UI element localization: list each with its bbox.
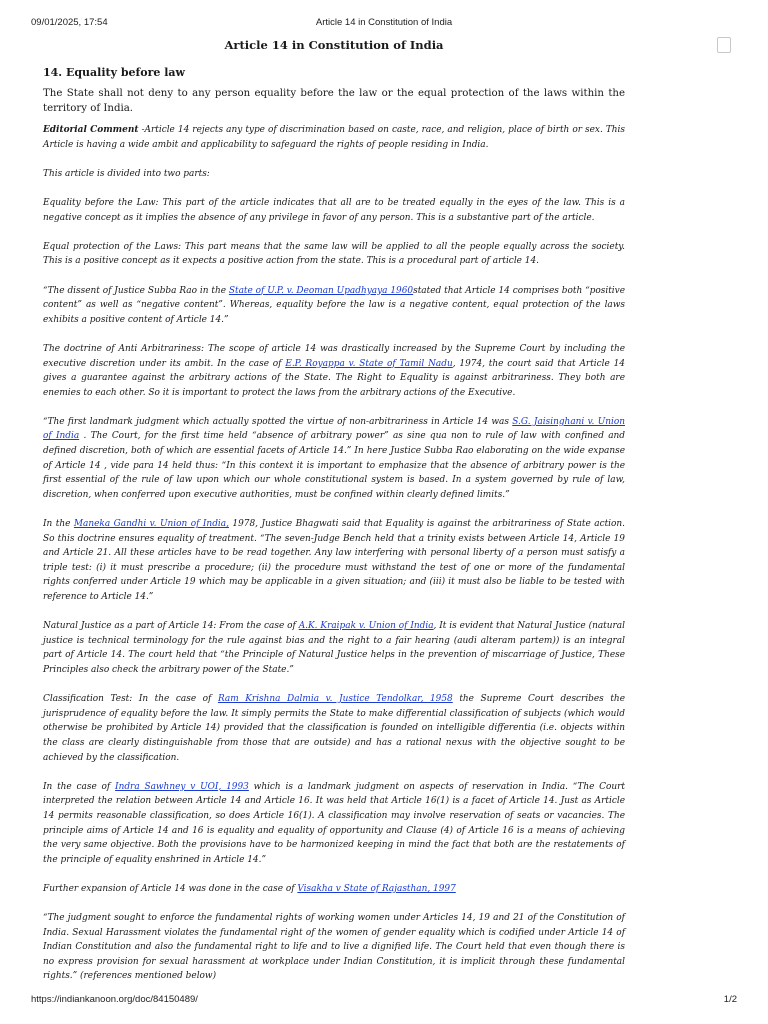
print-footer — [31, 994, 737, 1008]
visakha-judgment-paragraph: “The judgment sought to enforce the fundamental rights of working women under Articles 14, 19 and 21 of the Constitution of India. Sexual Harassment violates the fundamental right of the women of gender equality which is codified under Article 14 of Indian Constitution and also the fundamental right to life and to live a dignified life. The Court held that even though there is no express provision for sexual harassment at workplace under Indian Constitution, it is implicit through these fundamental rights.” (references mentioned below) — [43, 913, 625, 982]
natural-justice-text-after: , It is evident that Natural Justice (natural justice is technical terminology for the rule against bias and the right to a fair hearing (audi alteram partem)) is an integral part of Article 14. The court held that “the Principle of Natural Justice helps in the prevention of miscarriage of Justice, These Principles also check the arbitrary power of the State.” — [43, 621, 625, 675]
dissent-text-after: stated that Article 14 comprises both “positive content” as well as “negative content”. Whereas, equality before the law is a negative content, equal protection of the laws exhibits a positive content of Article 14.” — [43, 285, 625, 325]
landmark-text-before: “The first landmark judgment which actually spotted the virtue of non-arbitrariness in Article 14 was — [43, 416, 513, 427]
equality-before-law-paragraph: Equality before the Law: This part of the article indicates that all are to be treated equally in the eyes of the law. This is a negative concept as it implies the absence of any privilege in favor of any person. This is a substantive part of the article. — [43, 197, 625, 223]
landmark-judgment-paragraph — [43, 415, 625, 503]
further-text-before: Further expansion of Article 14 was done in the case of — [43, 883, 298, 894]
indra-sawhney-link[interactable]: Indra Sawhney v UOI, 1993 — [115, 781, 249, 792]
indra-text-before: In the case of — [43, 781, 116, 792]
jaisinghani-link[interactable]: S.G. Jaisinghani v. Union of India — [43, 416, 625, 442]
classification-text-after: the Supreme Court describes the jurisprudence of equality before the law. It simply permits the State to make differential classification of subjects (which would otherwise be prohibited by Article 14) provided that the classification is founded on intelligible differentia (i.e. objects within the class are clearly distinguishable from those that are outside) and has a rational nexus with the objective sought to be achieved by the classification. — [43, 694, 625, 763]
square-outline-icon[interactable] — [717, 37, 731, 53]
editorial-comment — [43, 123, 625, 152]
arbitrariness-text-before: The doctrine of Anti Arbitrariness: The scope of article 14 was drastically increased by the Supreme Court by including the executive discretion under its ambit. In the case of — [43, 343, 625, 369]
royappa-link[interactable]: E.P. Royappa v. State of Tamil Nadu — [285, 358, 453, 369]
document-title: Article 14 in Constitution of India — [224, 38, 444, 52]
classification-test-paragraph — [43, 692, 625, 765]
indra-sawhney-paragraph — [43, 780, 625, 868]
maneka-text-after: 1978, Justice Bhagwati said that Equality is against the arbitrariness of State action. So this doctrine ensures equality of treatment. “The seven-Judge Bench held that a trinity exists between Article 14, Article 19 and Article 21. All these articles have to be read together. Any law interfering with personal liberty of a person must satisfy a triple test: (i) it must prescribe a procedure; (ii) the procedure must withstand the test of one or more of the fundamental rights conferred under Article 19 which may be applicable in a given situation; and (iii) it must also be liable to be tested with reference to Article 14.” — [43, 519, 626, 602]
indra-text-after: which is a landmark judgment on aspects of reservation in India. “The Court interpreted the relation between Article 14 and Article 16. It was held that Article 16(1) is a facet of Article 14. Just as Article 14 permits reasonable classification, so does Article 16(1). A classification may involve reservation of seats or vacancies. The principle aims of Article 14 and 16 is equality and equality of opportunity and Clause (4) of Article 16 is a means of achieving the very same objective. Both the provisions have to be harmonized keeping in mind the fact that both are the restatements of the principle of equality enshrined in Article 14.” — [43, 781, 626, 865]
maneka-gandhi-paragraph — [43, 517, 625, 605]
editorial-text: -Article 14 rejects any type of discrimination based on caste, race, and religion, place of birth or sex. This Article is having a wide ambit and applicability to safeguard the rights of people residing in India. — [43, 125, 625, 150]
natural-justice-text-before: Natural Justice as a part of Article 14: From the case of — [43, 621, 299, 632]
landmark-text-after: . The Court, for the first time held “absence of arbitrary power” as sine qua non to rule of law with confined and defined discretion, both of which are essential facets of Article 14.” In here Justice Subba Rao elaborating on the wide expanse of Article 14 , vide para 14 held thus: “In this context it is important to emphasize that the absence of arbitrary power is the first essential of the rule of law upon which our whole constitutional system is based. In a system governed by rule of law, discretion, when conferred upon executive authorities, must be confined within clearly defined limits.” — [43, 431, 626, 500]
classification-text-before: Classification Test: In the case of — [43, 694, 218, 705]
natural-justice-paragraph — [43, 619, 625, 677]
equal-protection-paragraph: Equal protection of the Laws: This part means that the same law will be applied to all the people equally across the society. This is a positive concept as it expects a positive action from the state. This is a procedural part of article 14. — [43, 241, 625, 267]
editorial-label: Editorial Comment — [43, 125, 139, 135]
print-page-title: Article 14 in Constitution of India — [315, 17, 453, 28]
maneka-text-before: In the — [43, 519, 74, 530]
dissent-paragraph — [43, 284, 625, 328]
print-datetime: 09/01/2025, 17:54 — [31, 17, 108, 28]
section-text: The State shall not deny to any person equality before the law or the equal protection of the laws within the territory of India. — [43, 88, 625, 114]
arbitrariness-text-after: , 1974, the court said that Article 14 gives a guarantee against the arbitrary actions of the State. The Right to Equality is against arbitrariness. They both are enemies to each other. So it is important to protect the laws from the arbitrary actions of the Executive. — [43, 358, 625, 398]
document-body — [43, 38, 625, 999]
page-number: 1/2 — [723, 994, 737, 1005]
dissent-text-before: “The dissent of Justice Subba Rao in the — [43, 285, 229, 296]
dalmia-link[interactable]: Ram Krishna Dalmia v. Justice Tendolkar, 1958 — [217, 694, 453, 705]
maneka-gandhi-link[interactable]: Maneka Gandhi v. Union of India, — [73, 519, 229, 530]
visakha-link[interactable]: Visakha v State of Rajasthan, 1997 — [297, 883, 456, 894]
anti-arbitrariness-paragraph — [43, 342, 625, 400]
kraipak-link[interactable]: A.K. Kraipak v. Union of India — [298, 621, 434, 632]
print-header — [31, 17, 737, 31]
print-url: https://indiankanoon.org/doc/84150489/ — [31, 994, 198, 1005]
further-expansion-paragraph — [43, 882, 625, 897]
section-heading: 14. Equality before law — [43, 66, 185, 79]
deoman-upadhyaya-link[interactable]: State of U.P. v. Deoman Upadhyaya 1960 — [228, 285, 414, 296]
divided-paragraph: This article is divided into two parts: — [43, 168, 210, 179]
